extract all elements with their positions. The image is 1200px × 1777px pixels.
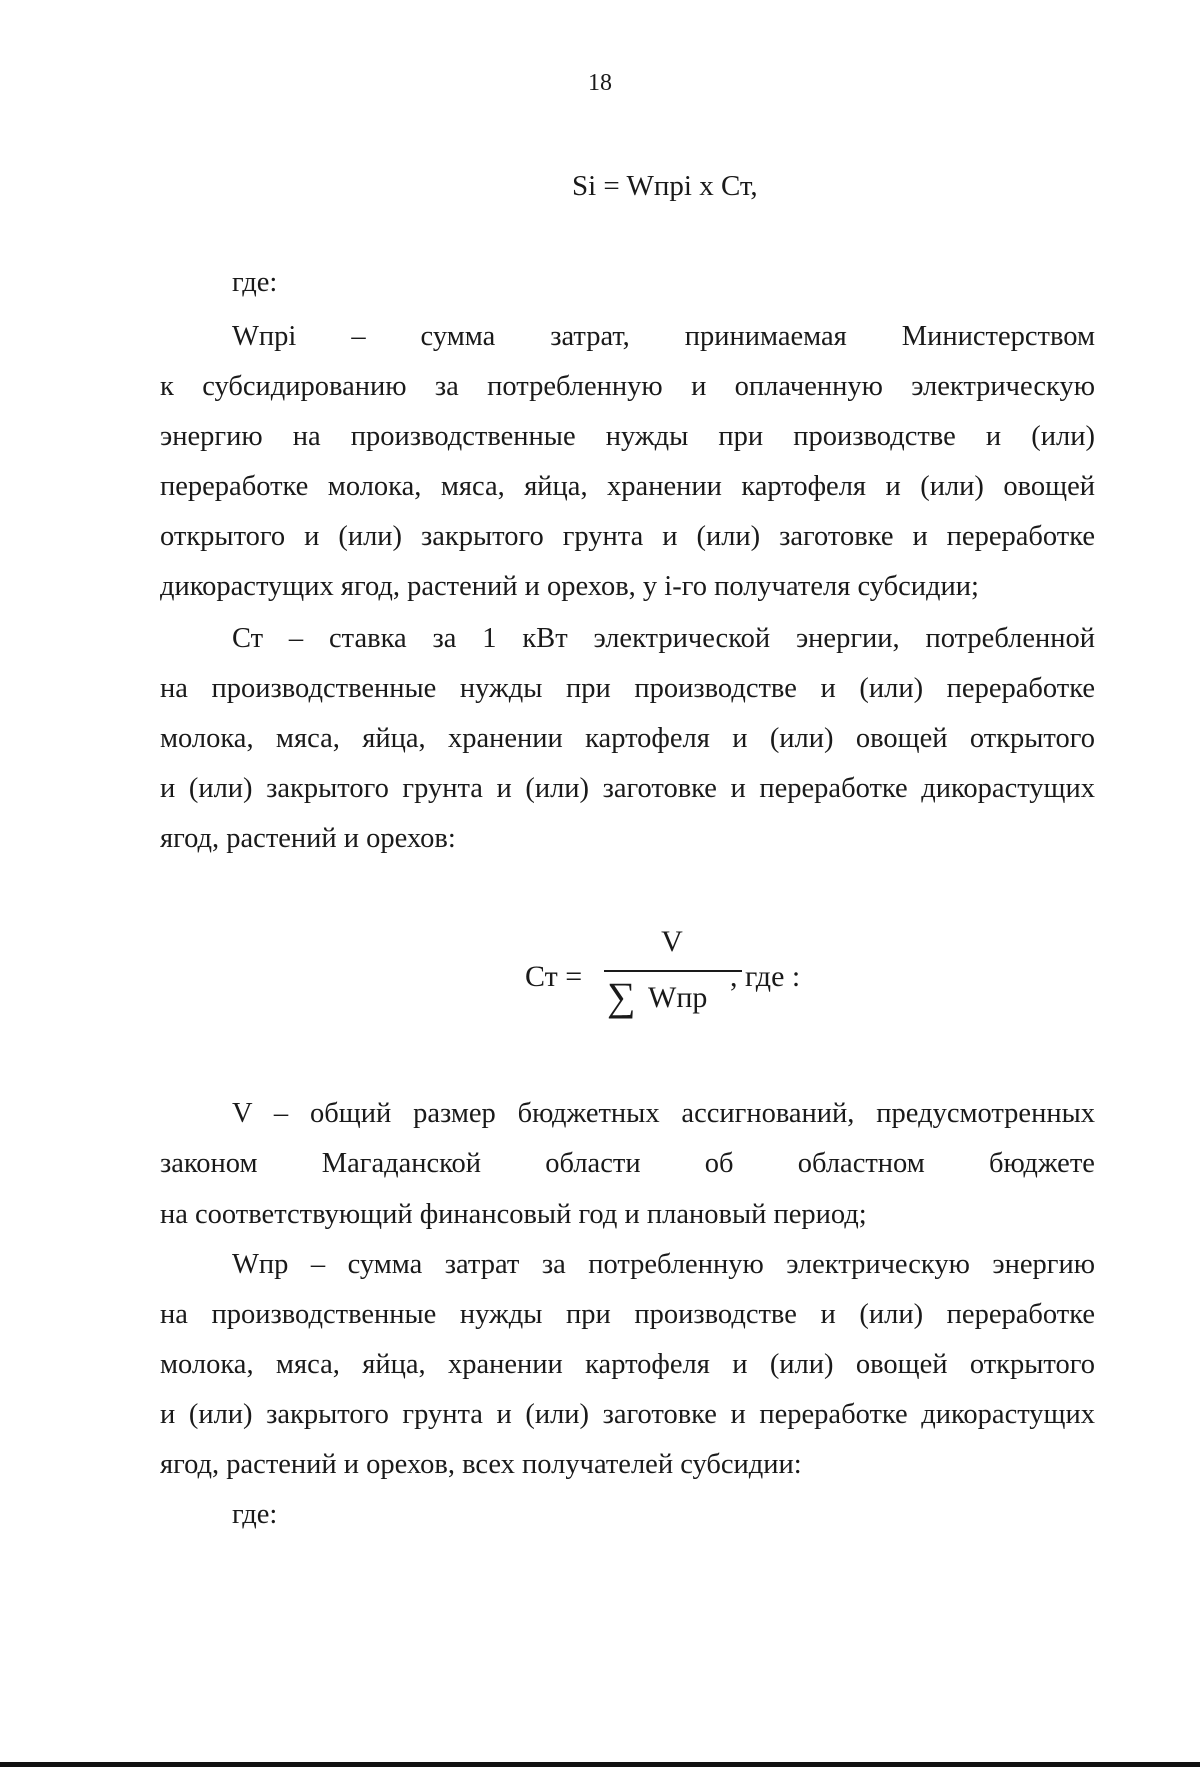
paragraph-line: на производственные нужды при производстве и (или) переработке xyxy=(160,673,1095,704)
where-label: где: xyxy=(232,267,278,298)
paragraph-line: переработке молока, мяса, яйца, хранении картофеля и (или) овощей xyxy=(160,471,1095,502)
paragraph-wpr-first-line: Wпр – сумма затрат за потребленную электрическую энергию xyxy=(232,1249,1095,1280)
paragraph-line: дикорастущих ягод, растений и орехов, у i-го получателя субсидии; xyxy=(160,571,979,602)
token: Магаданской xyxy=(321,1148,482,1179)
paragraph-wpri-first-line xyxy=(232,319,1095,355)
token: Министерством xyxy=(901,321,1095,352)
formula-ct xyxy=(525,925,825,1035)
token: принимаемая xyxy=(684,321,847,352)
fraction-bar xyxy=(604,970,742,972)
paragraph-line: ягод, растений и орехов, всех получателей субсидии: xyxy=(160,1449,802,1480)
token: Wпрi xyxy=(232,321,297,352)
token: об xyxy=(704,1148,734,1179)
token: затрат, xyxy=(550,321,630,352)
paragraph-line: на соответствующий финансовый год и плановый период; xyxy=(160,1199,867,1230)
scan-bottom-edge xyxy=(0,1762,1200,1767)
token: законом xyxy=(160,1148,258,1179)
formula-numerator: V xyxy=(661,925,683,958)
paragraph-line: и (или) закрытого грунта и (или) заготовке и переработке дикорастущих xyxy=(160,773,1095,804)
paragraph-line: открытого и (или) закрытого грунта и (или) заготовке и переработке xyxy=(160,521,1095,552)
page-number: 18 xyxy=(588,70,612,96)
paragraph-v-first-line: V – общий размер бюджетных ассигнований, предусмотренных xyxy=(232,1098,1095,1129)
paragraph-line: и (или) закрытого грунта и (или) заготовке и переработке дикорастущих xyxy=(160,1399,1095,1430)
token: областном xyxy=(797,1148,925,1179)
paragraph-v-second-line xyxy=(160,1146,1095,1182)
token: сумма xyxy=(420,321,496,352)
formula-denominator: Wпр xyxy=(648,981,708,1014)
token: – xyxy=(351,321,366,352)
formula-lhs: Ст = xyxy=(525,960,583,993)
where-label: где: xyxy=(232,1499,278,1530)
formula-rhs: , где : xyxy=(730,960,801,993)
paragraph-line: к субсидированию за потребленную и оплаченную электрическую xyxy=(160,371,1095,402)
sigma-symbol: ∑ xyxy=(607,974,636,1019)
formula-si: Si = Wпрi x Ст, xyxy=(572,170,758,202)
paragraph-line: молока, мяса, яйца, хранении картофеля и (или) овощей открытого xyxy=(160,1349,1095,1380)
token: бюджете xyxy=(989,1148,1095,1179)
paragraph-line: ягод, растений и орехов: xyxy=(160,823,456,854)
paragraph-line: на производственные нужды при производстве и (или) переработке xyxy=(160,1299,1095,1330)
paragraph-line: энергию на производственные нужды при производстве и (или) xyxy=(160,421,1095,452)
token: области xyxy=(545,1148,641,1179)
paragraph-ct-first-line: Ст – ставка за 1 кВт электрической энергии, потребленной xyxy=(232,623,1095,654)
paragraph-line: молока, мяса, яйца, хранении картофеля и (или) овощей открытого xyxy=(160,723,1095,754)
